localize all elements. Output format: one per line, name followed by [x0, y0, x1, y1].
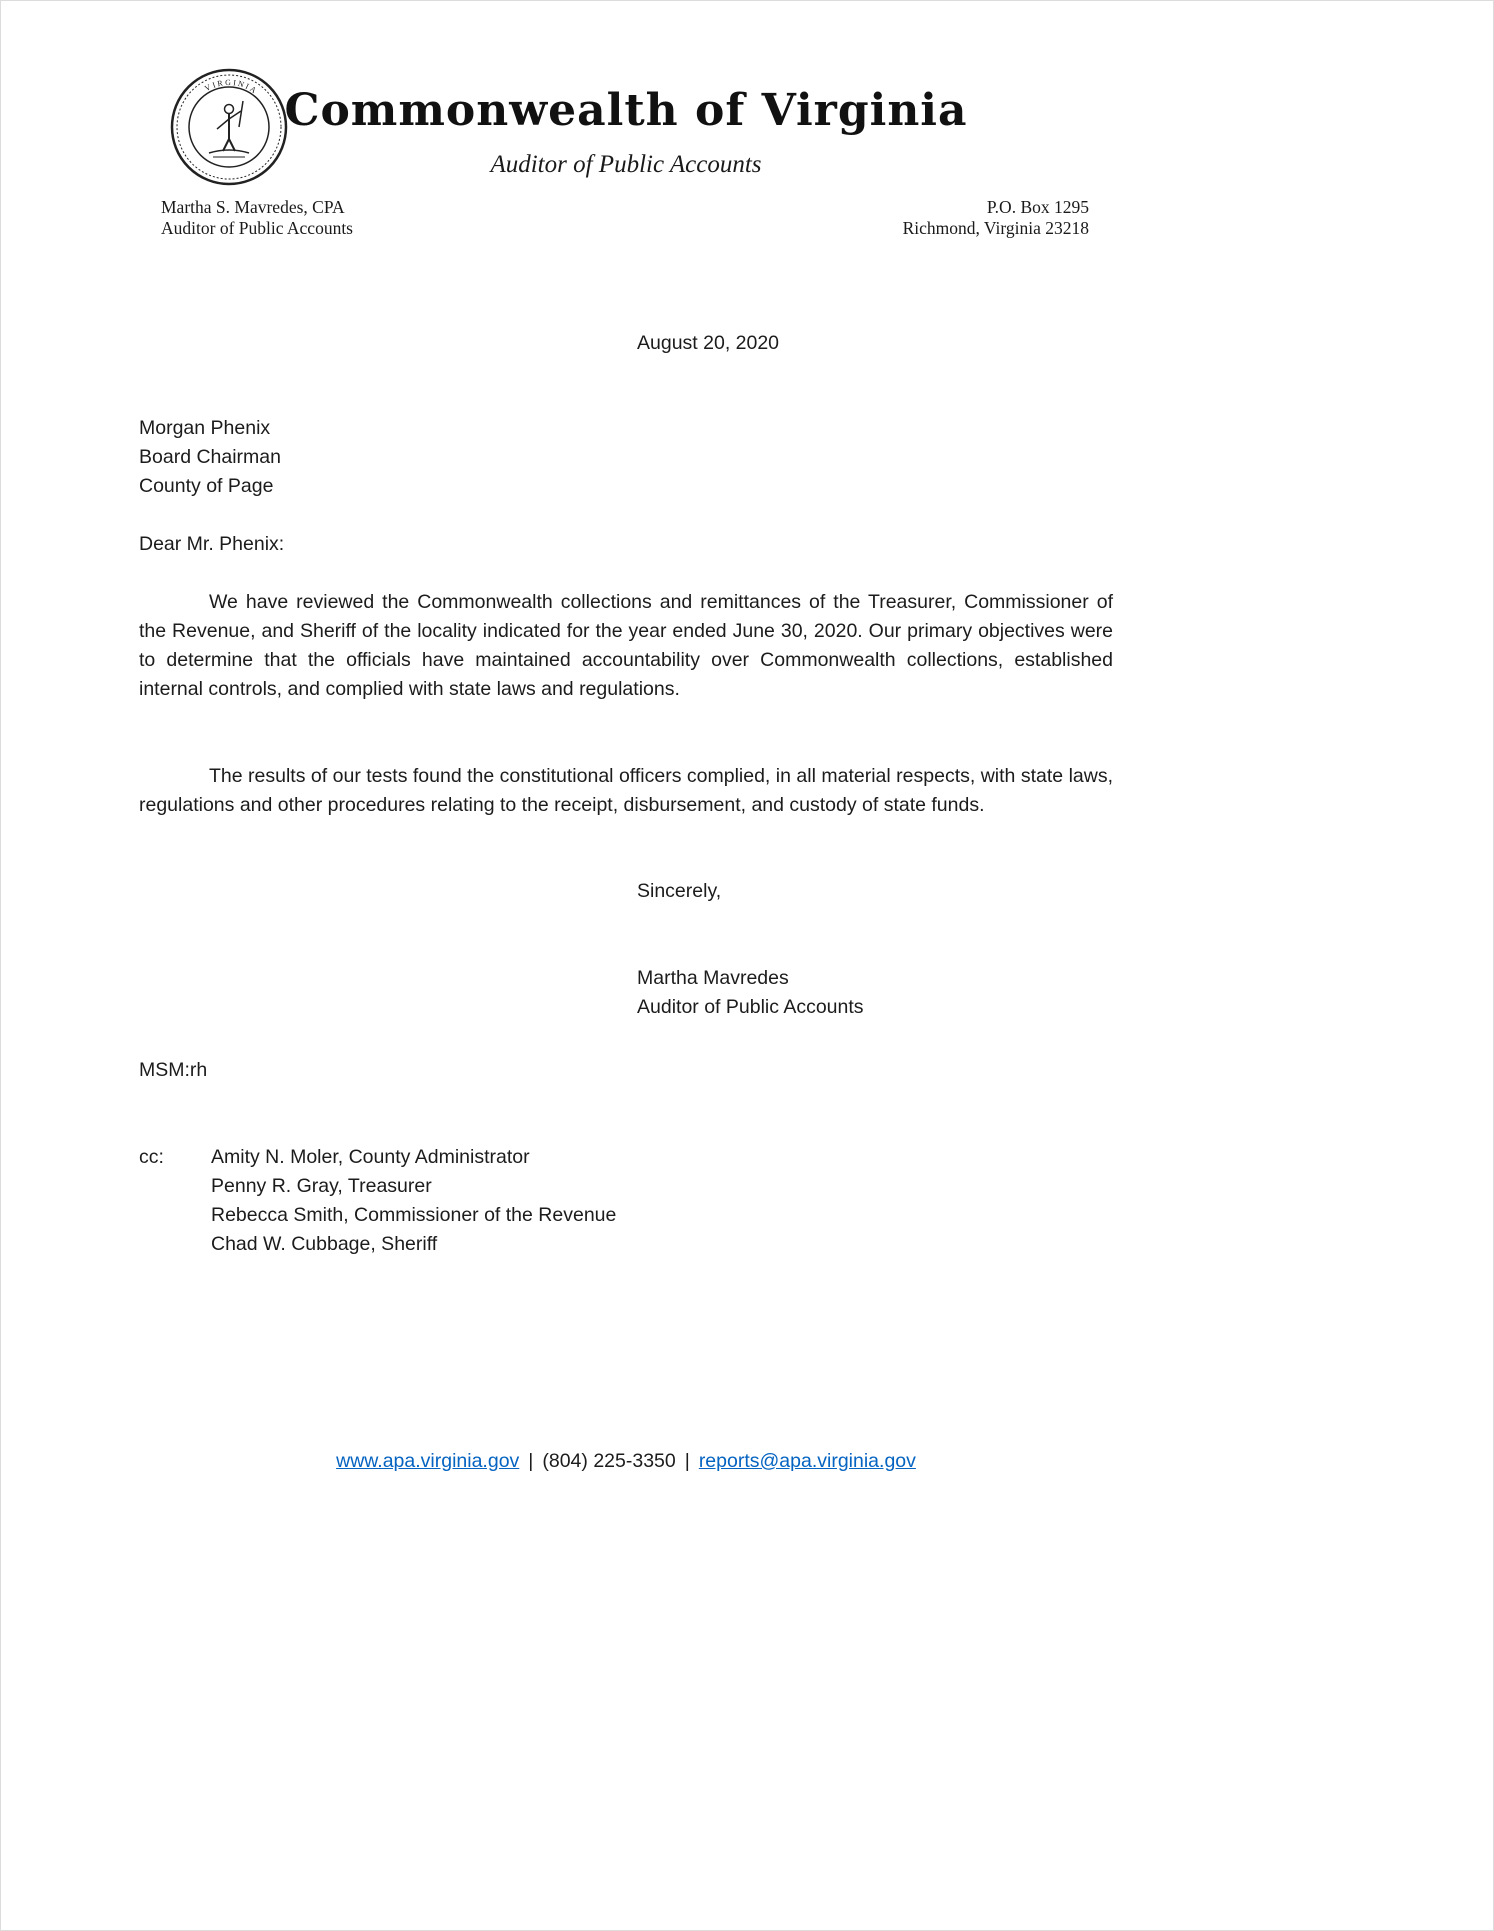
cc-list	[211, 1143, 616, 1259]
letterhead-subtitle: Auditor of Public Accounts	[490, 151, 762, 178]
phone-number: (804) 225-3350	[542, 1450, 676, 1472]
cc-block	[139, 1143, 616, 1259]
cc-item: Penny R. Gray, Treasurer	[211, 1175, 432, 1197]
website-link[interactable]: www.apa.virginia.gov	[336, 1450, 520, 1472]
footer-contact-line	[139, 1447, 1113, 1476]
body-paragraph-2: The results of our tests found the constitutional officers complied, in all material respects, with state laws, regulations and other procedures relating to the receipt, disbursement, and custody of state funds.	[139, 765, 1113, 816]
email-link[interactable]: reports@apa.virginia.gov	[698, 1450, 916, 1472]
letterhead-official-block	[161, 197, 353, 239]
cc-item: Chad W. Cubbage, Sheriff	[211, 1233, 438, 1255]
official-name: Martha S. Mavredes, CPA	[161, 197, 345, 217]
letter-date: August 20, 2020	[637, 332, 780, 354]
footer-separator: |	[528, 1450, 534, 1472]
letterhead-title: Commonwealth of Virginia	[284, 85, 968, 136]
recipient-title: Board Chairman	[139, 446, 281, 468]
recipient-block	[139, 414, 281, 501]
svg-text:VIRGINIA: VIRGINIA	[203, 77, 260, 97]
address-line-1: P.O. Box 1295	[986, 197, 1089, 217]
reference-initials: MSM:rh	[139, 1059, 208, 1081]
footer-separator: |	[684, 1450, 690, 1472]
signature-name: Martha Mavredes	[637, 967, 789, 989]
cc-item: Amity N. Moler, County Administrator	[211, 1146, 530, 1168]
salutation: Dear Mr. Phenix:	[139, 533, 285, 555]
cc-item: Rebecca Smith, Commissioner of the Revenue	[211, 1204, 617, 1226]
body-paragraph-1: We have reviewed the Commonwealth collections and remittances of the Treasurer, Commissioner of the Revenue, and Sheriff of the locality indicated for the year ended June 30, 2020. Our primary objectives were to determine that the officials have maintained accountability over Commonwealth collections, established internal controls, and complied with state laws and regulations.	[139, 591, 1113, 700]
address-line-2: Richmond, Virginia 23218	[902, 218, 1089, 238]
recipient-name: Morgan Phenix	[139, 417, 271, 439]
signature-title: Auditor of Public Accounts	[637, 996, 864, 1018]
signature-block	[637, 964, 864, 1022]
recipient-locality: County of Page	[139, 475, 274, 497]
closing: Sincerely,	[637, 880, 722, 902]
cc-label: cc:	[139, 1146, 164, 1168]
official-title: Auditor of Public Accounts	[161, 218, 353, 238]
letterhead-address-block	[903, 197, 1089, 239]
